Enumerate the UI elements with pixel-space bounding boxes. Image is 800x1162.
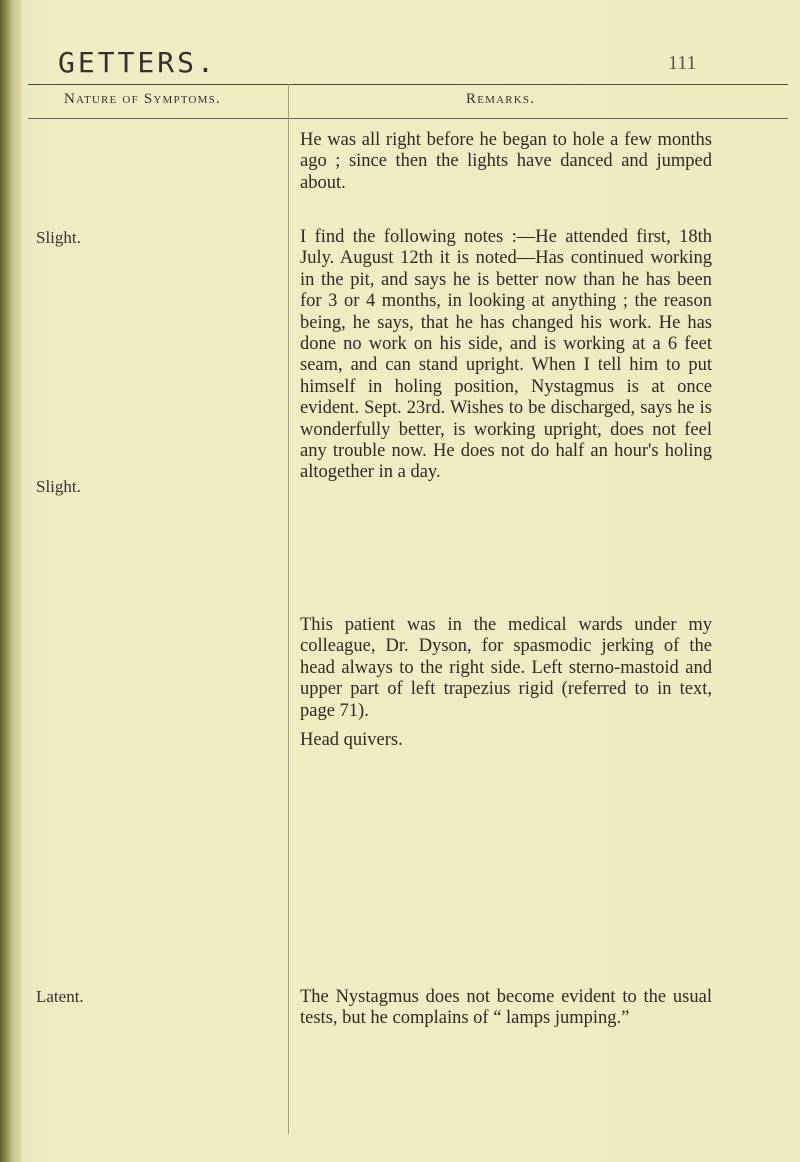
symptom-label: Slight. (36, 228, 81, 247)
book-spine-edge (0, 0, 22, 1162)
page-number: 111 (668, 52, 697, 74)
remark-text: I find the following notes :—He attended first, 18th July. August 12th it is noted—Has continued working in the pit, and says he is better now than he has been for 3 or 4 months, in looking at anything ; the reason being, he says, that he has changed his work. He has done no work on his side, and is working at a 6 feet seam, and can stand upright. When I tell him to put himself in holing position, Nystagmus is at once evident. Sept. 23rd. Wishes to be discharged, says he is wonderfully better, is working upright, does not feel any trouble now. He does not do half an hour's holing altogether in a day. (300, 227, 712, 483)
column-header-symptoms: Nature of Symptoms. (64, 91, 221, 107)
column-divider (288, 84, 289, 1134)
symptom-label: Latent. (36, 987, 84, 1006)
running-head-title: GETTERS. (58, 46, 217, 79)
remark-text: He was all right before he began to hole a few months ago ; since then the lights have danced and jumped about. (300, 130, 712, 193)
column-header-remarks: Remarks. (466, 91, 536, 107)
symptom-label: Slight. (36, 477, 81, 496)
remark-text: The Nystagmus does not become evident to the usual tests, but he complains of “ lamps jumping.” (300, 987, 712, 1029)
header-rule (28, 84, 788, 85)
remark-text: Head quivers. (300, 730, 403, 750)
column-header-rule (28, 118, 788, 119)
remark-text: This patient was in the medical wards under my colleague, Dr. Dyson, for spasmodic jerking of the head always to the right side. Left sterno-mastoid and upper part of left trapezius rigid (referred to in text, page 71). (300, 615, 712, 721)
